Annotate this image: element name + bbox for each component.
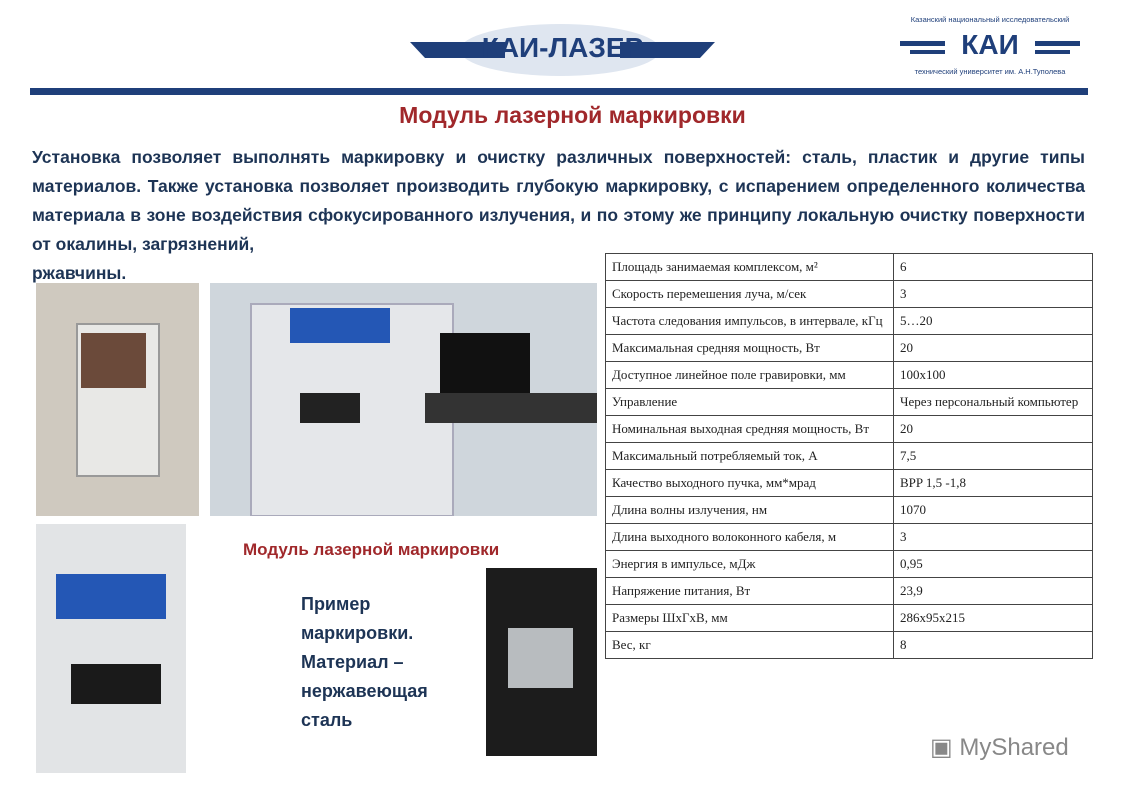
- header-divider: [30, 88, 1088, 95]
- spec-row: [606, 578, 1093, 605]
- spec-value: 1070: [894, 497, 1093, 524]
- photo-laser-head-closeup: [36, 524, 186, 773]
- photo-laser-station: [36, 283, 199, 516]
- spec-value: 8: [894, 632, 1093, 659]
- spec-name: Длина выходного волоконного кабеля, м: [606, 524, 894, 551]
- spec-value: 5…20: [894, 308, 1093, 335]
- spec-value: 286x95x215: [894, 605, 1093, 632]
- watermark: ▣ MyShared: [930, 734, 1069, 761]
- spec-row: [606, 470, 1093, 497]
- spec-name: Длина волны излучения, нм: [606, 497, 894, 524]
- spec-row: [606, 443, 1093, 470]
- spec-name: Частота следования импульсов, в интервале, кГц: [606, 308, 894, 335]
- spec-name: Вес, кг: [606, 632, 894, 659]
- spec-value: 0,95: [894, 551, 1093, 578]
- spec-name: Номинальная выходная средняя мощность, Вт: [606, 416, 894, 443]
- photo-caption: Модуль лазерной маркировки: [243, 540, 500, 559]
- spec-row: [606, 362, 1093, 389]
- spec-value: 100x100: [894, 362, 1093, 389]
- spec-value: 20: [894, 335, 1093, 362]
- spec-row: [606, 416, 1093, 443]
- spec-value: 3: [894, 524, 1093, 551]
- spec-row: [606, 308, 1093, 335]
- intro-text: Установка позволяет выполнять маркировку и очистку различных поверхностей: сталь, пластик и другие типы материалов. Также установка позволяет производить глубокую маркировку, с испарением определенного количества материала в зоне воздействия сфокусированного излучения, и по этому же принципу локальную очистку поверхности от окалины, загрязнений, ржавчины.: [32, 147, 1085, 283]
- spec-value: 3: [894, 281, 1093, 308]
- spec-name: Напряжение питания, Вт: [606, 578, 894, 605]
- spec-row: [606, 254, 1093, 281]
- spec-name: Качество выходного пучка, мм*мрад: [606, 470, 894, 497]
- photo-laser-module-workstation: [210, 283, 597, 516]
- spec-value: Через персональный компьютер: [894, 389, 1093, 416]
- spec-row: [606, 524, 1093, 551]
- spec-value: 20: [894, 416, 1093, 443]
- spec-row: [606, 497, 1093, 524]
- spec-row: [606, 335, 1093, 362]
- kai-laser-logo: КАИ-ЛАЗЕР: [410, 22, 715, 78]
- spec-value: 7,5: [894, 443, 1093, 470]
- spec-name: Энергия в импульсе, мДж: [606, 551, 894, 578]
- spec-value: 23,9: [894, 578, 1093, 605]
- spec-row: [606, 551, 1093, 578]
- specs-table: [605, 253, 1093, 659]
- spec-row: [606, 632, 1093, 659]
- spec-name: Площадь занимаемая комплексом, м²: [606, 254, 894, 281]
- spec-name: Скорость перемешения луча, м/сек: [606, 281, 894, 308]
- spec-name: Максимальная средняя мощность, Вт: [606, 335, 894, 362]
- spec-name: Размеры ШхГхВ, мм: [606, 605, 894, 632]
- kai-university-logo: Казанский национальный исследовательский КАИ технический университет им. А.Н.Туполева: [895, 15, 1085, 81]
- photo-marking-example: [486, 568, 597, 756]
- spec-value: BPP 1,5 -1,8: [894, 470, 1093, 497]
- spec-row: [606, 605, 1093, 632]
- page-title: Модуль лазерной маркировки: [399, 102, 746, 128]
- marking-example-text: Пример маркировки. Материал – нержавеющая сталь: [301, 594, 428, 730]
- spec-name: Максимальный потребляемый ток, А: [606, 443, 894, 470]
- spec-name: Доступное линейное поле гравировки, мм: [606, 362, 894, 389]
- spec-row: [606, 389, 1093, 416]
- spec-row: [606, 281, 1093, 308]
- spec-name: Управление: [606, 389, 894, 416]
- spec-value: 6: [894, 254, 1093, 281]
